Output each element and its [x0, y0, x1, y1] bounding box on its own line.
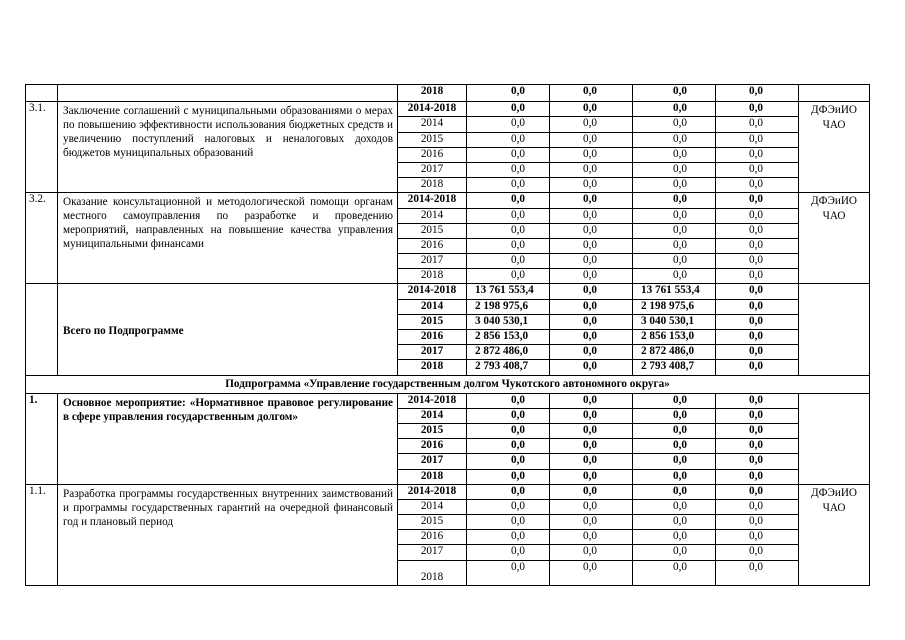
value-cell: 0,0 [467, 238, 550, 253]
year-cell: 2014-2018 [398, 284, 467, 299]
value-cell: 0,0 [716, 423, 799, 438]
budget-table [25, 84, 870, 586]
value-cell: 0,0 [633, 423, 716, 438]
value-cell: 0,0 [716, 193, 799, 208]
value-cell: 2 856 153,0 [633, 330, 716, 345]
value-cell: 0,0 [550, 299, 633, 314]
value-cell: 0,0 [550, 469, 633, 484]
value-cell: 0,0 [633, 393, 716, 408]
year-cell: 2015 [398, 515, 467, 530]
value-cell: 0,0 [550, 85, 633, 102]
value-cell: 0,0 [633, 560, 716, 585]
activity-name-cell: Заключение соглашений с муниципальными образованиями о мерах по повышению эффективности использования бюджетных средств и увеличению поступлений налоговых и неналоговых доходов бюджетов муниципальных образований [58, 102, 398, 193]
year-cell: 2018 [398, 85, 467, 102]
value-cell: 0,0 [716, 284, 799, 299]
value-cell: 0,0 [550, 223, 633, 238]
value-cell: 0,0 [633, 147, 716, 162]
value-cell: 0,0 [716, 545, 799, 560]
value-cell: 0,0 [633, 484, 716, 499]
activity-name-cell: Оказание консультационной и методологической помощи органам местного самоуправления по разработке и проведению мероприятий, направленных на повышение качества управления муниципальными финансами [58, 193, 398, 284]
year-cell: 2015 [398, 223, 467, 238]
value-cell: 2 793 408,7 [467, 360, 550, 375]
year-cell: 2015 [398, 423, 467, 438]
value-cell: 0,0 [467, 439, 550, 454]
value-cell: 0,0 [467, 254, 550, 269]
row-number-cell: 1. [26, 393, 58, 484]
value-cell: 0,0 [633, 254, 716, 269]
activity-name-cell: Основное мероприятие: «Нормативное правовое регулирование в сфере управления государственным долгом» [58, 393, 398, 484]
table-row [26, 284, 870, 299]
value-cell: 0,0 [550, 102, 633, 117]
value-cell: 0,0 [550, 454, 633, 469]
value-cell: 0,0 [550, 530, 633, 545]
value-cell: 3 040 530,1 [633, 314, 716, 329]
table-row [26, 102, 870, 117]
value-cell: 0,0 [716, 393, 799, 408]
value-cell: 0,0 [467, 560, 550, 585]
value-cell: 2 856 153,0 [467, 330, 550, 345]
value-cell: 0,0 [633, 499, 716, 514]
section-title: Подпрограмма «Управление государственным долгом Чукотского автономного округа» [26, 375, 870, 393]
value-cell: 0,0 [716, 408, 799, 423]
value-cell: 0,0 [550, 423, 633, 438]
value-cell: 0,0 [716, 345, 799, 360]
executor-cell: ДФЭиИО ЧАО [799, 102, 870, 193]
year-cell: 2014 [398, 499, 467, 514]
value-cell: 0,0 [633, 238, 716, 253]
value-cell: 0,0 [467, 132, 550, 147]
value-cell: 0,0 [550, 193, 633, 208]
value-cell: 0,0 [633, 454, 716, 469]
value-cell: 0,0 [633, 208, 716, 223]
value-cell: 0,0 [633, 530, 716, 545]
value-cell: 0,0 [716, 499, 799, 514]
row-number-cell: 1.1. [26, 484, 58, 585]
value-cell: 0,0 [550, 162, 633, 177]
year-cell: 2014-2018 [398, 102, 467, 117]
value-cell: 0,0 [467, 484, 550, 499]
value-cell: 0,0 [550, 439, 633, 454]
value-cell: 0,0 [716, 132, 799, 147]
value-cell: 0,0 [550, 515, 633, 530]
value-cell: 0,0 [467, 85, 550, 102]
value-cell: 0,0 [716, 147, 799, 162]
value-cell: 0,0 [716, 269, 799, 284]
year-cell: 2018 [398, 360, 467, 375]
year-cell: 2014-2018 [398, 393, 467, 408]
value-cell: 0,0 [467, 454, 550, 469]
row-number-cell [26, 85, 58, 102]
value-cell: 0,0 [633, 193, 716, 208]
value-cell: 0,0 [716, 254, 799, 269]
year-cell: 2017 [398, 345, 467, 360]
value-cell: 0,0 [633, 469, 716, 484]
value-cell: 2 872 486,0 [633, 345, 716, 360]
value-cell: 0,0 [467, 469, 550, 484]
value-cell: 0,0 [550, 345, 633, 360]
value-cell: 0,0 [467, 515, 550, 530]
value-cell: 2 872 486,0 [467, 345, 550, 360]
activity-name-cell: Разработка программы государственных внутренних заимствований и программы государственных гарантий на очередной финансовый год и плановый период [58, 484, 398, 585]
table-row [26, 193, 870, 208]
value-cell: 0,0 [633, 269, 716, 284]
value-cell: 0,0 [550, 284, 633, 299]
value-cell: 0,0 [716, 454, 799, 469]
executor-cell: ДФЭиИО ЧАО [799, 193, 870, 284]
value-cell: 0,0 [467, 223, 550, 238]
year-cell: 2014 [398, 408, 467, 423]
value-cell: 0,0 [633, 408, 716, 423]
value-cell: 0,0 [550, 208, 633, 223]
value-cell: 0,0 [633, 439, 716, 454]
value-cell: 0,0 [716, 484, 799, 499]
year-cell: 2016 [398, 439, 467, 454]
activity-name-cell: Всего по Подпрограмме [58, 284, 398, 375]
value-cell: 0,0 [633, 515, 716, 530]
value-cell: 0,0 [550, 499, 633, 514]
section-row [26, 375, 870, 393]
row-number-cell [26, 284, 58, 375]
year-cell: 2016 [398, 147, 467, 162]
value-cell: 2 198 975,6 [633, 299, 716, 314]
value-cell: 0,0 [550, 117, 633, 132]
value-cell: 0,0 [633, 117, 716, 132]
value-cell: 0,0 [467, 530, 550, 545]
value-cell: 0,0 [716, 314, 799, 329]
value-cell: 0,0 [716, 330, 799, 345]
value-cell: 0,0 [550, 178, 633, 193]
value-cell: 0,0 [467, 269, 550, 284]
value-cell: 0,0 [550, 545, 633, 560]
row-number-cell: 3.1. [26, 102, 58, 193]
value-cell: 0,0 [716, 178, 799, 193]
year-cell: 2016 [398, 530, 467, 545]
year-cell: 2017 [398, 545, 467, 560]
value-cell: 0,0 [716, 162, 799, 177]
value-cell: 0,0 [467, 178, 550, 193]
value-cell: 0,0 [467, 162, 550, 177]
value-cell: 0,0 [550, 238, 633, 253]
value-cell: 2 198 975,6 [467, 299, 550, 314]
value-cell: 0,0 [467, 208, 550, 223]
value-cell: 0,0 [716, 102, 799, 117]
value-cell: 0,0 [467, 102, 550, 117]
year-cell: 2018 [398, 178, 467, 193]
value-cell: 0,0 [716, 469, 799, 484]
year-cell: 2018 [398, 469, 467, 484]
value-cell: 0,0 [716, 223, 799, 238]
value-cell: 0,0 [467, 117, 550, 132]
value-cell: 0,0 [716, 560, 799, 585]
value-cell: 0,0 [716, 530, 799, 545]
value-cell: 0,0 [633, 85, 716, 102]
value-cell: 0,0 [716, 439, 799, 454]
year-cell: 2014 [398, 117, 467, 132]
table-row [26, 393, 870, 408]
row-number-cell: 3.2. [26, 193, 58, 284]
year-cell: 2014-2018 [398, 193, 467, 208]
value-cell: 0,0 [550, 147, 633, 162]
executor-cell [799, 85, 870, 102]
value-cell: 0,0 [467, 193, 550, 208]
year-cell: 2016 [398, 330, 467, 345]
value-cell: 0,0 [716, 85, 799, 102]
value-cell: 0,0 [550, 360, 633, 375]
value-cell: 0,0 [716, 117, 799, 132]
value-cell: 0,0 [550, 408, 633, 423]
value-cell: 0,0 [716, 360, 799, 375]
year-cell: 2015 [398, 132, 467, 147]
value-cell: 0,0 [716, 515, 799, 530]
year-cell: 2014 [398, 208, 467, 223]
value-cell: 13 761 553,4 [633, 284, 716, 299]
value-cell: 0,0 [716, 299, 799, 314]
year-cell: 2018 [398, 269, 467, 284]
year-cell: 2017 [398, 254, 467, 269]
value-cell: 0,0 [716, 238, 799, 253]
value-cell: 0,0 [467, 499, 550, 514]
value-cell: 0,0 [550, 132, 633, 147]
value-cell: 0,0 [550, 393, 633, 408]
value-cell: 3 040 530,1 [467, 314, 550, 329]
value-cell: 0,0 [716, 208, 799, 223]
executor-cell [799, 393, 870, 484]
value-cell: 0,0 [633, 132, 716, 147]
table-row [26, 85, 870, 102]
executor-cell: ДФЭиИО ЧАО [799, 484, 870, 585]
value-cell: 0,0 [467, 393, 550, 408]
value-cell: 0,0 [467, 545, 550, 560]
year-cell: 2014-2018 [398, 484, 467, 499]
value-cell: 0,0 [633, 178, 716, 193]
year-cell: 2016 [398, 238, 467, 253]
year-cell: 2018 [398, 560, 467, 585]
value-cell: 0,0 [633, 545, 716, 560]
value-cell: 0,0 [633, 162, 716, 177]
year-cell: 2015 [398, 314, 467, 329]
value-cell: 0,0 [550, 314, 633, 329]
year-cell: 2017 [398, 162, 467, 177]
value-cell: 2 793 408,7 [633, 360, 716, 375]
value-cell: 0,0 [467, 423, 550, 438]
value-cell: 0,0 [550, 484, 633, 499]
year-cell: 2017 [398, 454, 467, 469]
value-cell: 0,0 [550, 254, 633, 269]
executor-cell [799, 284, 870, 375]
value-cell: 13 761 553,4 [467, 284, 550, 299]
activity-name-cell [58, 85, 398, 102]
value-cell: 0,0 [467, 408, 550, 423]
year-cell: 2014 [398, 299, 467, 314]
value-cell: 0,0 [467, 147, 550, 162]
value-cell: 0,0 [633, 223, 716, 238]
value-cell: 0,0 [550, 560, 633, 585]
value-cell: 0,0 [550, 269, 633, 284]
value-cell: 0,0 [633, 102, 716, 117]
value-cell: 0,0 [550, 330, 633, 345]
table-row [26, 484, 870, 499]
